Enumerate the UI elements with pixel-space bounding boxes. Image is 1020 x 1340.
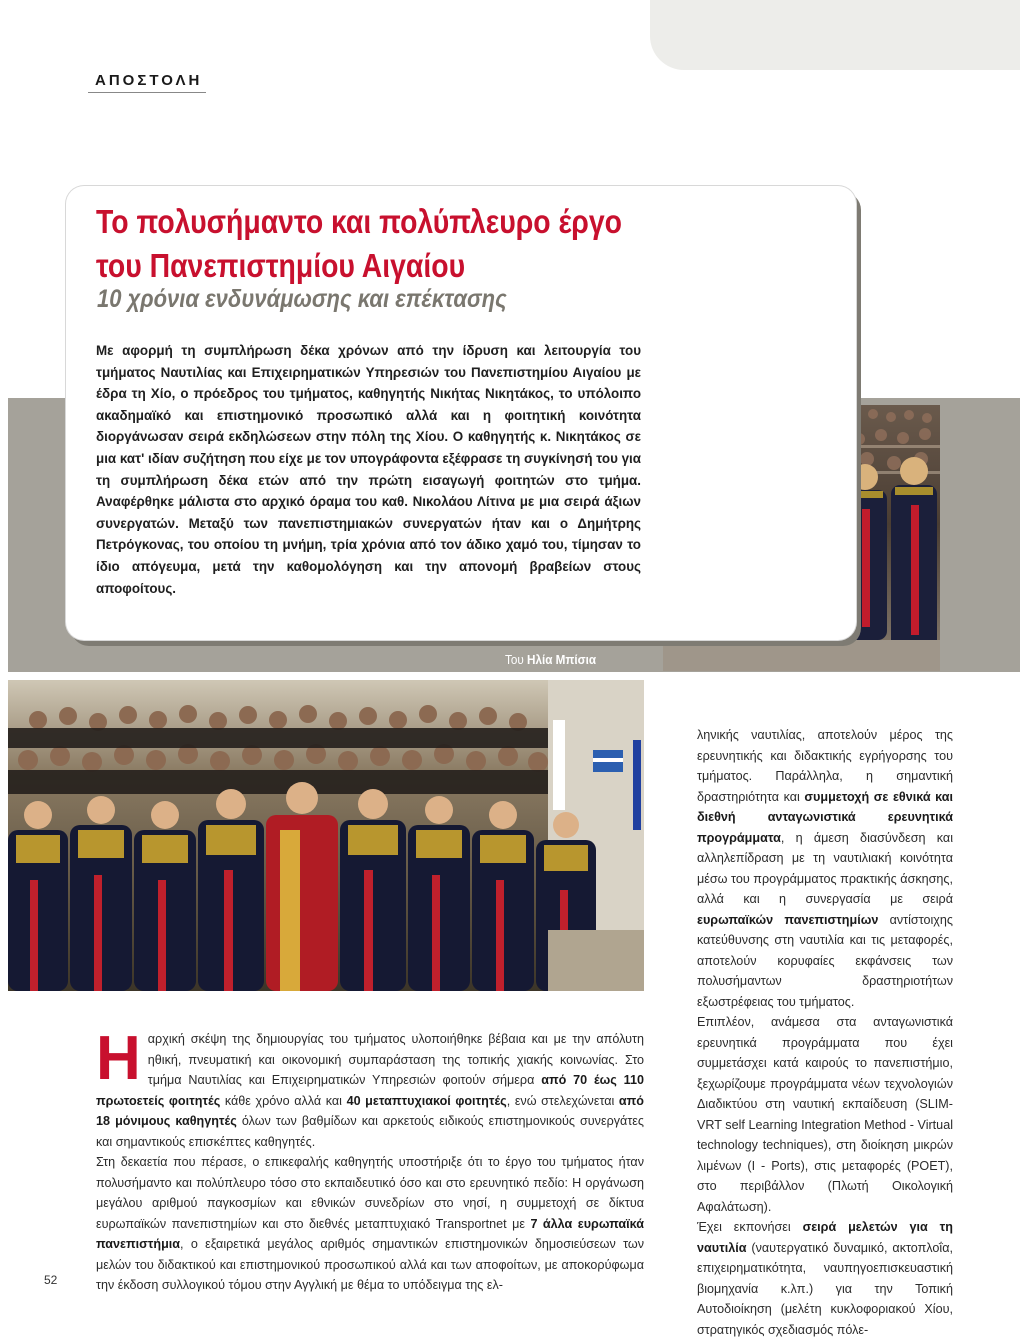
body-highlight: 7 άλλα ευρωπαϊκά πανεπιστήμια xyxy=(96,1216,644,1251)
article-lede: Με αφορμή τη συμπλήρωση δέκα χρόνων από την ίδρυση και λειτουργία του τμήματος Ναυτιλίας και Επιχειρηματικών Υπηρεσιών του Πανεπιστημίου Αιγαίου με έδρα τη Χίο, ο πρόεδρος του τμήματος, καθηγητής Νικήτας Νικητάκος, το υπόλοιπο ακαδημαϊκό και επιστημονικό προσωπικό αλλά και η φοιτητική κοινότητα διοργάνωσαν σειρά εκδηλώσεων στην πόλη της Χίου. Ο καθηγητής κ. Νικητάκος σε μια κατ' ιδίαν συζήτηση που είχε με τον υπογράφοντα εξέφρασε τη συγκίνησή του για τη συμπλήρωση δέκα ετών από την πρώτη εισαγωγή φοιτητών στο τμήμα. Αναφέρθηκε μάλιστα στο αρχικό όραμα του καθ. Νικολάου Λίτινα με μια σειρά άξιων συνεργατών. Μεταξύ των πανεπιστημιακών συνεργατών ήταν και ο Δημήτρης Πετρόγκονας, του οποίου τη μνήμη, τρία χρόνια από τον άδικο χαμό του, τίμησαν το ίδιο απόγευμα, μετά την καθομολόγηση και την απονομή βραβείων στους αποφοίτους. xyxy=(96,343,641,596)
body-highlight: σειρά μελετών για τη ναυτιλία xyxy=(697,1220,953,1255)
body-highlight: από 18 μόνιμους καθηγητές xyxy=(96,1093,644,1128)
section-rule xyxy=(88,92,206,93)
byline-author: Ηλία Μπίσια xyxy=(527,652,597,667)
body-text: Έχει εκπονήσει xyxy=(697,1220,803,1234)
body-text: , ο εξαιρετικά μεγάλος αριθμός σημαντικών επιστημονικών δημοσιεύσεων των μελών του διδακτικού και επιστημονικού προσωπικού αλλά και των αποφοίτων, με αποκορύφωμα την έκδοση συλλογικού τόμου στην Αγγλική με θέμα το υπόδειγμα της ελ- xyxy=(96,1237,644,1292)
body-text: κάθε χρόνο αλλά και xyxy=(220,1093,347,1108)
section-label: ΑΠΟΣΤΟΛΗ xyxy=(95,72,203,89)
byline-prefix: Του xyxy=(505,652,524,667)
body-text: (ναυτεργατικό δυναμικό, ακτοπλοΐα, επιχειρηματικότητα, ναυπηγοεπισκευαστική βιομηχανία κ.λπ.) για την Τοπική Αυτοδιοίκηση (μελέτη κυκλοφοριακού Χίου, στρατηγικός σχεδιασμός πόλε- xyxy=(697,1240,953,1337)
body-paragraph xyxy=(96,1152,644,1296)
byline xyxy=(505,652,596,667)
body-highlight: συμμετοχή σε εθνικά και διεθνή ανταγωνιστικά ερευνητικά προγράμματα xyxy=(697,789,953,845)
article-subtitle: 10 χρόνια ενδυνάμωσης και επέκτασης xyxy=(97,285,507,313)
body-paragraph xyxy=(697,725,953,1012)
body-text: αντίστοιχης κατεύθυνσης στη ναυτιλία και τις μεταφορές, αποτελούν κορυφαίες εκφάνσεις των πολυσήμαντων δραστηριοτήτων εξωστρέφειας του τμήματος. xyxy=(697,912,953,1009)
body-text: , η άμεση διασύνδεση και αλληλεπίδραση με τη ναυτιλιακή κοινότητα μέσω του προγράμματος πρακτικής άσκησης, αλλά και η συνεργασία με σειρά xyxy=(697,830,953,906)
body-paragraph: Επιπλέον, ανάμεσα στα ανταγωνιστικά ερευνητικά προγράμματα που έχει συμμετάσχει κατά καιρούς το πανεπιστήμιο, ξεχωρίζουμε προγράμματα νέων τεχνολογιών Διαδικτύου στη ναυτική εκπαίδευση (SLIM-VRT self Learning Integration Method - Virtual technology techniques), στη διοίκηση μικρών λιμένων (I - Ports), στις μεταφορές (POET), στο περιβάλλον (Πλωτή Οικολογική Αφαλάτωση). xyxy=(697,1015,953,1214)
body-text: αρχική σκέψη της δημιουργίας του τμήματος υλοποιήθηκε βέβαια και με την απόλυτη ηθική, πνευματική και οικονομική συμπαράσταση της τοπικής χιακής κοινωνίας. Στο τμήμα Ναυτιλίας και Επιχειρηματικών Υπηρεσιών φοιτούν σήμερα xyxy=(147,1032,644,1087)
body-highlight: 40 μεταπτυχιακοί φοιτητές xyxy=(346,1093,507,1108)
drop-cap: Η xyxy=(96,1024,141,1093)
body-text: Στη δεκαετία που πέρασε, ο επικεφαλής καθηγητής υποστήριξε ότι το έργο του τμήματος ήταν πολυσήμαντο και πολύπλευρο τόσο στο εκπαιδευτικό όσο και στο ερευνητικό πεδίο: Η οργάνωση μεγάλου αριθμού παγκοσμίων και εθνικών συνεδρίων στο νησί, η συμμετοχή σε δίκτυα ευρωπαϊκών πανεπιστημίων και στο διεθνές μεταπτυχιακό Transportnet με xyxy=(96,1155,644,1231)
page-corner-tab xyxy=(650,0,1020,70)
body-highlight: ευρωπαϊκών πανεπιστημίων xyxy=(697,912,879,927)
body-column-left xyxy=(96,1024,644,1296)
body-paragraph xyxy=(697,1217,953,1340)
graduation-group-photo xyxy=(8,680,644,991)
body-text: , ενώ στελεχώνεται xyxy=(506,1093,619,1108)
body-text: όλων των βαθμίδων και αρκετούς ειδικούς επιστημονικούς συνεργάτες και σημαντικούς επισκέπτες καθηγητές. xyxy=(96,1114,644,1149)
body-text: ληνικής ναυτιλίας, αποτελούν μέρος της ερευνητικής και διδακτικής εγρήγορσης του τμήματος. Παράλληλα, η σημαντική δραστηριότητα και xyxy=(697,728,953,804)
body-column-right xyxy=(697,725,953,1340)
body-highlight: από 70 έως 110 πρωτοετείς φοιτητές xyxy=(96,1073,644,1108)
article-title xyxy=(96,200,622,288)
body-paragraph xyxy=(96,1024,644,1152)
title-line-2: του Πανεπιστημίου Αιγαίου xyxy=(96,247,466,284)
title-line-1: Το πολυσήμαντο και πολύπλευρο έργο xyxy=(96,203,622,240)
page-number: 52 xyxy=(44,1273,58,1287)
